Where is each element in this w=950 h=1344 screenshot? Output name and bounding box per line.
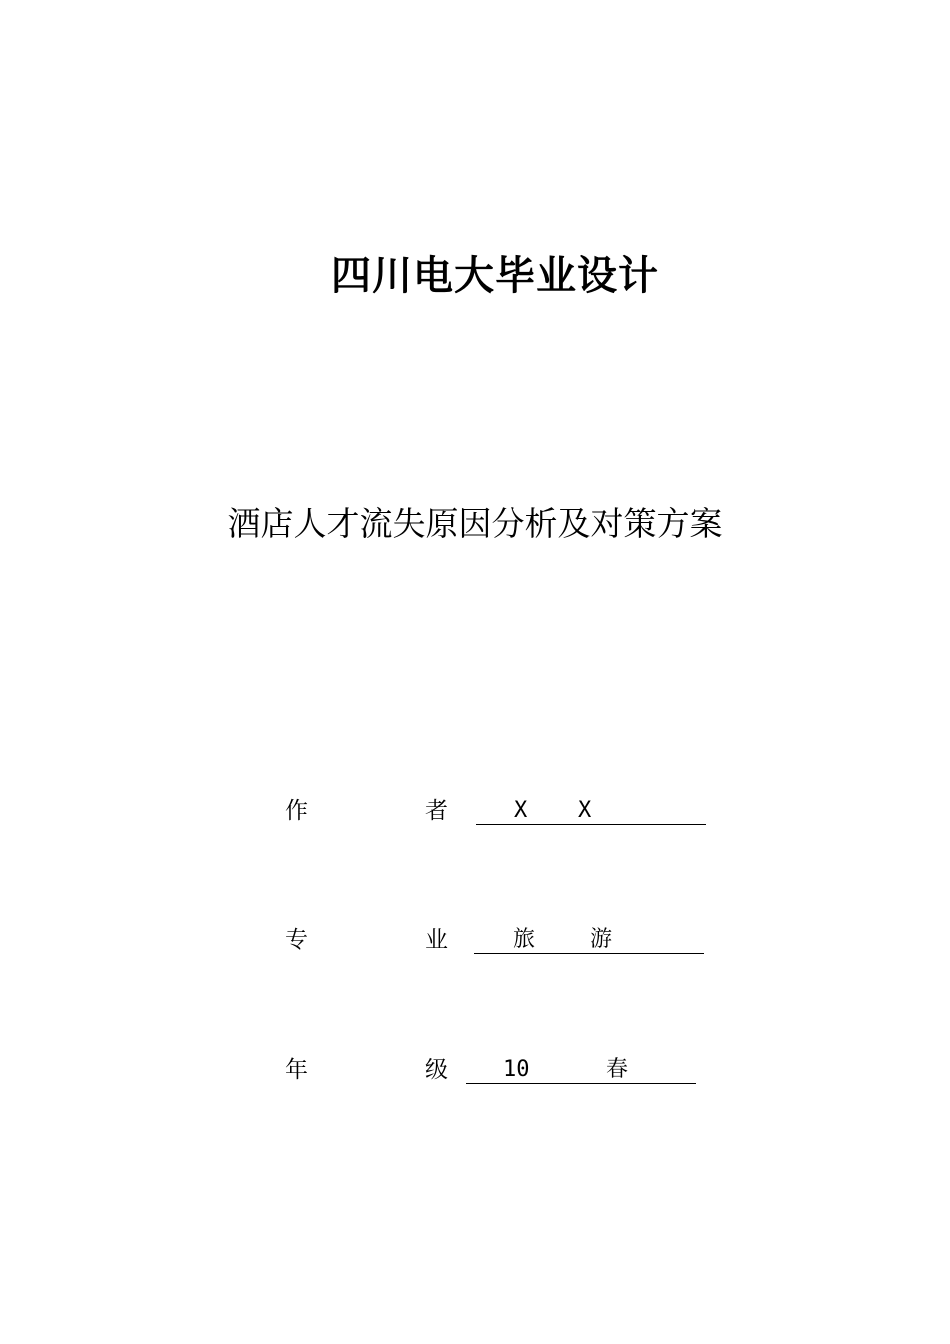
- grade-value-1: 10: [503, 1057, 530, 1082]
- document-title: 酒店人才流失原因分析及对策方案: [227, 504, 723, 543]
- author-label-char-2: 者: [425, 798, 448, 824]
- grade-label-char-1: 年: [285, 1057, 308, 1083]
- major-value-char-1: 旅: [513, 927, 536, 952]
- grade-value-2: 春: [606, 1057, 629, 1082]
- major-field: [0, 925, 950, 959]
- grade-label-char-2: 级: [425, 1057, 448, 1083]
- major-value-char-2: 游: [590, 927, 613, 952]
- author-value-char-1: X: [514, 798, 528, 823]
- author-value-char-2: X: [578, 798, 592, 823]
- document-header: 四川电大毕业设计: [331, 253, 659, 299]
- grade-field: [0, 1055, 950, 1089]
- major-label-char-2: 业: [425, 927, 448, 953]
- major-underline: [474, 925, 704, 954]
- author-label-char-1: 作: [285, 798, 308, 824]
- grade-underline: [466, 1055, 696, 1084]
- author-field: [0, 796, 950, 830]
- major-label-char-1: 专: [285, 927, 308, 953]
